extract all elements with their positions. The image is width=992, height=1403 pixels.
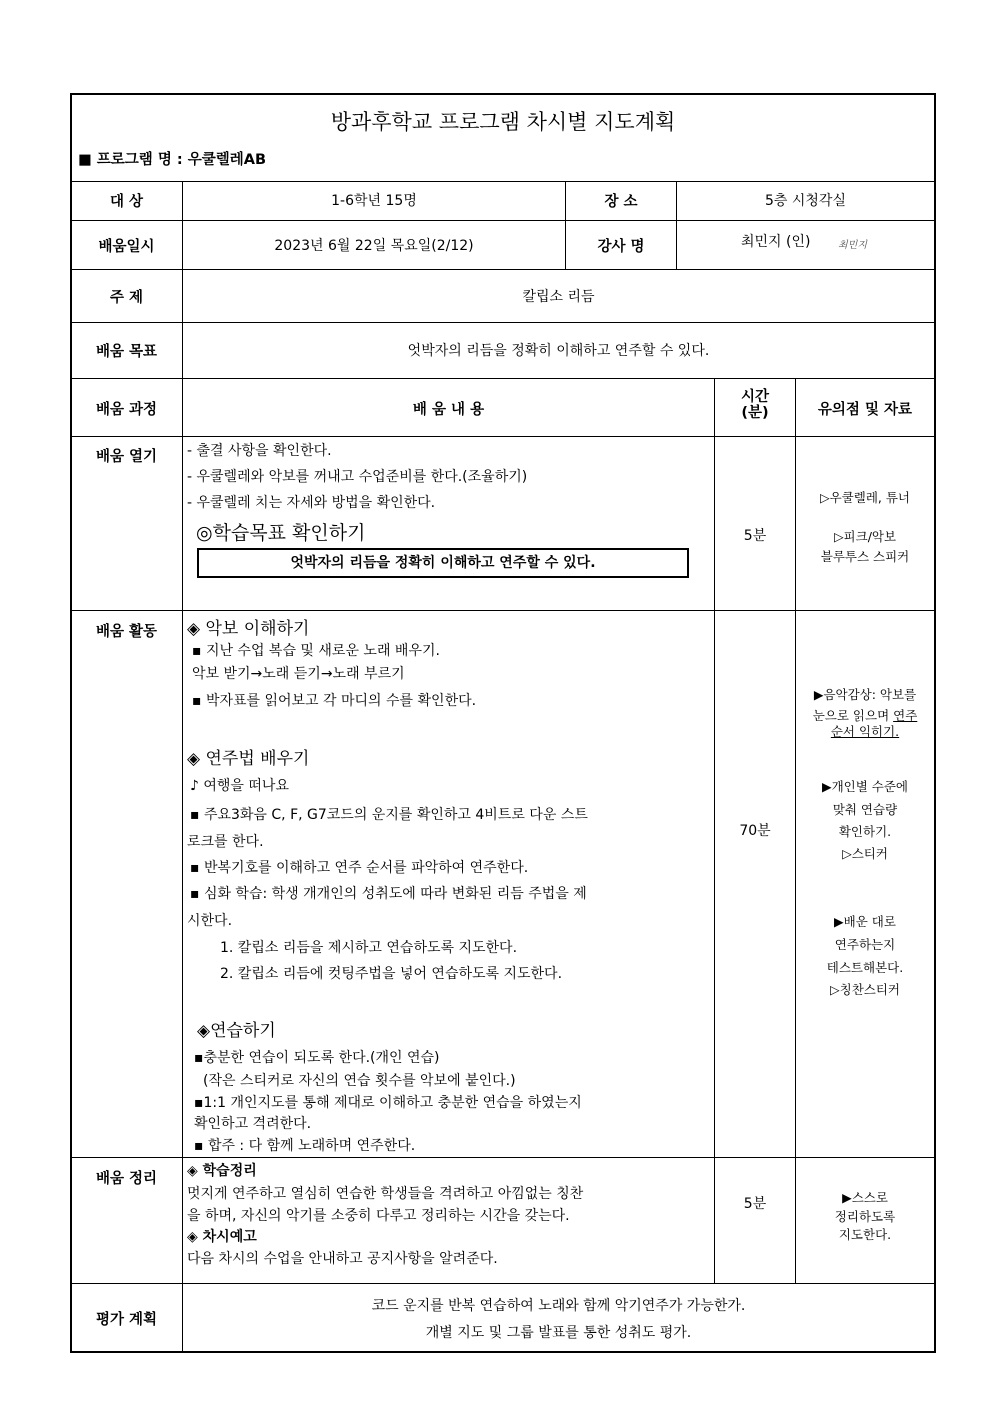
activity-note-1: ▶음악감상: 악보를 bbox=[813, 687, 917, 702]
activity-line-c3: ▪1:1 개인지도를 통해 제대로 이해하고 충분한 연습을 하였는지 bbox=[194, 1095, 582, 1111]
activity-line-b4: ▪ 반복기호를 이해하고 연주 순서를 파악하여 연주한다. bbox=[190, 860, 529, 876]
wrapup-note-1: ▶스스로 bbox=[842, 1190, 888, 1205]
activity-note-2a: 눈으로 읽으며 bbox=[812, 708, 894, 723]
evaluation-line-2: 개별 지도 및 그룹 발표를 통한 성취도 평가. bbox=[425, 1325, 692, 1341]
topic-label: 주 제 bbox=[109, 290, 144, 306]
open-time: 5분 bbox=[743, 528, 767, 544]
evaluation-line-1: 코드 운지를 반복 연습하여 노래와 함께 악기연주가 가능한가. bbox=[371, 1298, 746, 1314]
activity-line-c4: 확인하고 격려한다. bbox=[194, 1116, 312, 1132]
teacher-label: 강사 명 bbox=[597, 239, 645, 255]
wrapup-heading-1: ◈ 학습정리 bbox=[187, 1163, 257, 1179]
wrapup-line-1: 멋지게 연주하고 열심히 연습한 학생들을 격려하고 아낌없는 칭찬 bbox=[187, 1186, 584, 1202]
notes-header: 유의점 및 자료 bbox=[817, 402, 913, 418]
activity-line-a2: 악보 받기→노래 듣기→노래 부르기 bbox=[192, 666, 405, 682]
wrapup-line-2: 을 하며, 자신의 악기를 소중히 다루고 정리하는 시간을 갖는다. bbox=[187, 1208, 570, 1224]
activity-line-c2: (작은 스티커로 자신의 연습 횟수를 악보에 붙인다.) bbox=[203, 1073, 516, 1089]
activity-label: 배움 활동 bbox=[95, 624, 158, 640]
open-note-1: ▷우쿨렐레, 튜너 bbox=[819, 490, 910, 505]
goal-label: 배움 목표 bbox=[95, 344, 158, 360]
target-value: 1-6학년 15명 bbox=[331, 193, 417, 209]
wrapup-note-3: 지도한다. bbox=[838, 1227, 892, 1242]
activity-note-5: 맞춰 연습량 bbox=[832, 802, 898, 817]
activity-heading-3: ◈연습하기 bbox=[197, 1021, 276, 1041]
activity-note-7: ▷스티커 bbox=[842, 846, 888, 861]
time-header-line1: 시간 bbox=[740, 389, 769, 405]
activity-line-b7: 1. 칼립소 리듬을 제시하고 연습하도록 지도한다. bbox=[220, 940, 518, 956]
place-value: 5층 시청각실 bbox=[765, 193, 846, 209]
place-label: 장 소 bbox=[604, 194, 638, 210]
activity-line-c1: ▪충분한 연습이 되도록 한다.(개인 연습) bbox=[194, 1050, 440, 1066]
open-note-3: 블루투스 스피커 bbox=[820, 549, 910, 564]
page-title: 방과후학교 프로그램 차시별 지도계획 bbox=[330, 110, 676, 134]
activity-note-6: 확인하기. bbox=[838, 824, 892, 839]
signature: 최민지 bbox=[838, 240, 867, 251]
open-heading: ◎학습목표 확인하기 bbox=[196, 522, 366, 544]
wrapup-note-2: 정리하도록 bbox=[834, 1209, 896, 1224]
open-line-2: - 우쿨렐레와 악보를 꺼내고 수업준비를 한다.(조율하기) bbox=[187, 469, 528, 485]
goal-box: 엇박자의 리듬을 정확히 이해하고 연주할 수 있다. bbox=[197, 548, 689, 578]
date-value: 2023년 6월 22일 목요일(2/12) bbox=[274, 238, 474, 254]
date-label: 배움일시 bbox=[98, 239, 155, 255]
activity-line-a1: ▪ 지난 수업 복습 및 새로운 노래 배우기. bbox=[192, 643, 440, 659]
activity-line-b5: ▪ 심화 학습: 학생 개개인의 성취도에 따라 변화된 리듬 주법을 제 bbox=[190, 886, 587, 902]
activity-note-10: 테스트해본다. bbox=[826, 960, 904, 975]
activity-line-a3: ▪ 박자표를 읽어보고 각 마디의 수를 확인한다. bbox=[192, 693, 477, 709]
activity-heading-2: ◈ 연주법 배우기 bbox=[187, 749, 310, 769]
activity-note-9: 연주하는지 bbox=[834, 937, 896, 952]
activity-line-b6: 시한다. bbox=[187, 913, 233, 929]
wrapup-label: 배움 정리 bbox=[95, 1171, 158, 1187]
activity-note-11: ▷칭찬스티커 bbox=[830, 982, 900, 997]
activity-note-4: ▶개인별 수준에 bbox=[821, 779, 909, 794]
activity-note-8: ▶배운 대로 bbox=[834, 914, 896, 929]
time-header-line2: (분) bbox=[741, 405, 769, 421]
activity-line-b8: 2. 칼립소 리듬에 컷팅주법을 넣어 연습하도록 지도한다. bbox=[220, 966, 563, 982]
process-header: 배움 과정 bbox=[95, 402, 158, 418]
open-line-3: - 우쿨렐레 치는 자세와 방법을 확인한다. bbox=[187, 495, 436, 511]
activity-heading-1: ◈ 악보 이해하기 bbox=[187, 619, 310, 639]
activity-note-3: 순서 익히기. bbox=[830, 724, 900, 739]
content-header: 배 움 내 용 bbox=[412, 402, 485, 418]
open-note-2: ▷피크/악보 bbox=[833, 529, 897, 544]
program-name: ■ 프로그램 명 : 우쿨렐레AB bbox=[78, 152, 267, 168]
activity-time: 70분 bbox=[739, 823, 771, 839]
wrapup-line-3: 다음 차시의 수업을 안내하고 공지사항을 알려준다. bbox=[187, 1251, 498, 1267]
activity-note-2b: 연주 bbox=[893, 708, 918, 723]
time-header bbox=[715, 389, 795, 421]
activity-line-c5: ▪ 합주 : 다 함께 노래하며 연주한다. bbox=[194, 1138, 416, 1154]
activity-line-b2: ▪ 주요3화음 C, F, G7코드의 운지를 확인하고 4비트로 다운 스트 bbox=[190, 807, 588, 823]
activity-line-b3: 로크를 한다. bbox=[187, 834, 264, 850]
open-label: 배움 열기 bbox=[95, 449, 158, 465]
target-label: 대 상 bbox=[109, 194, 144, 210]
wrapup-time: 5분 bbox=[743, 1196, 767, 1212]
open-line-1: - 출결 사항을 확인한다. bbox=[187, 443, 332, 459]
topic-value: 칼립소 리듬 bbox=[522, 289, 595, 305]
teacher-value: 최민지 (인) bbox=[741, 234, 811, 250]
evaluation-label: 평가 계획 bbox=[95, 1312, 158, 1328]
wrapup-heading-2: ◈ 차시예고 bbox=[187, 1229, 257, 1245]
goal-value: 엇박자의 리듬을 정확히 이해하고 연주할 수 있다. bbox=[407, 343, 710, 359]
activity-line-b1: ♪ 여행을 떠나요 bbox=[190, 778, 289, 794]
